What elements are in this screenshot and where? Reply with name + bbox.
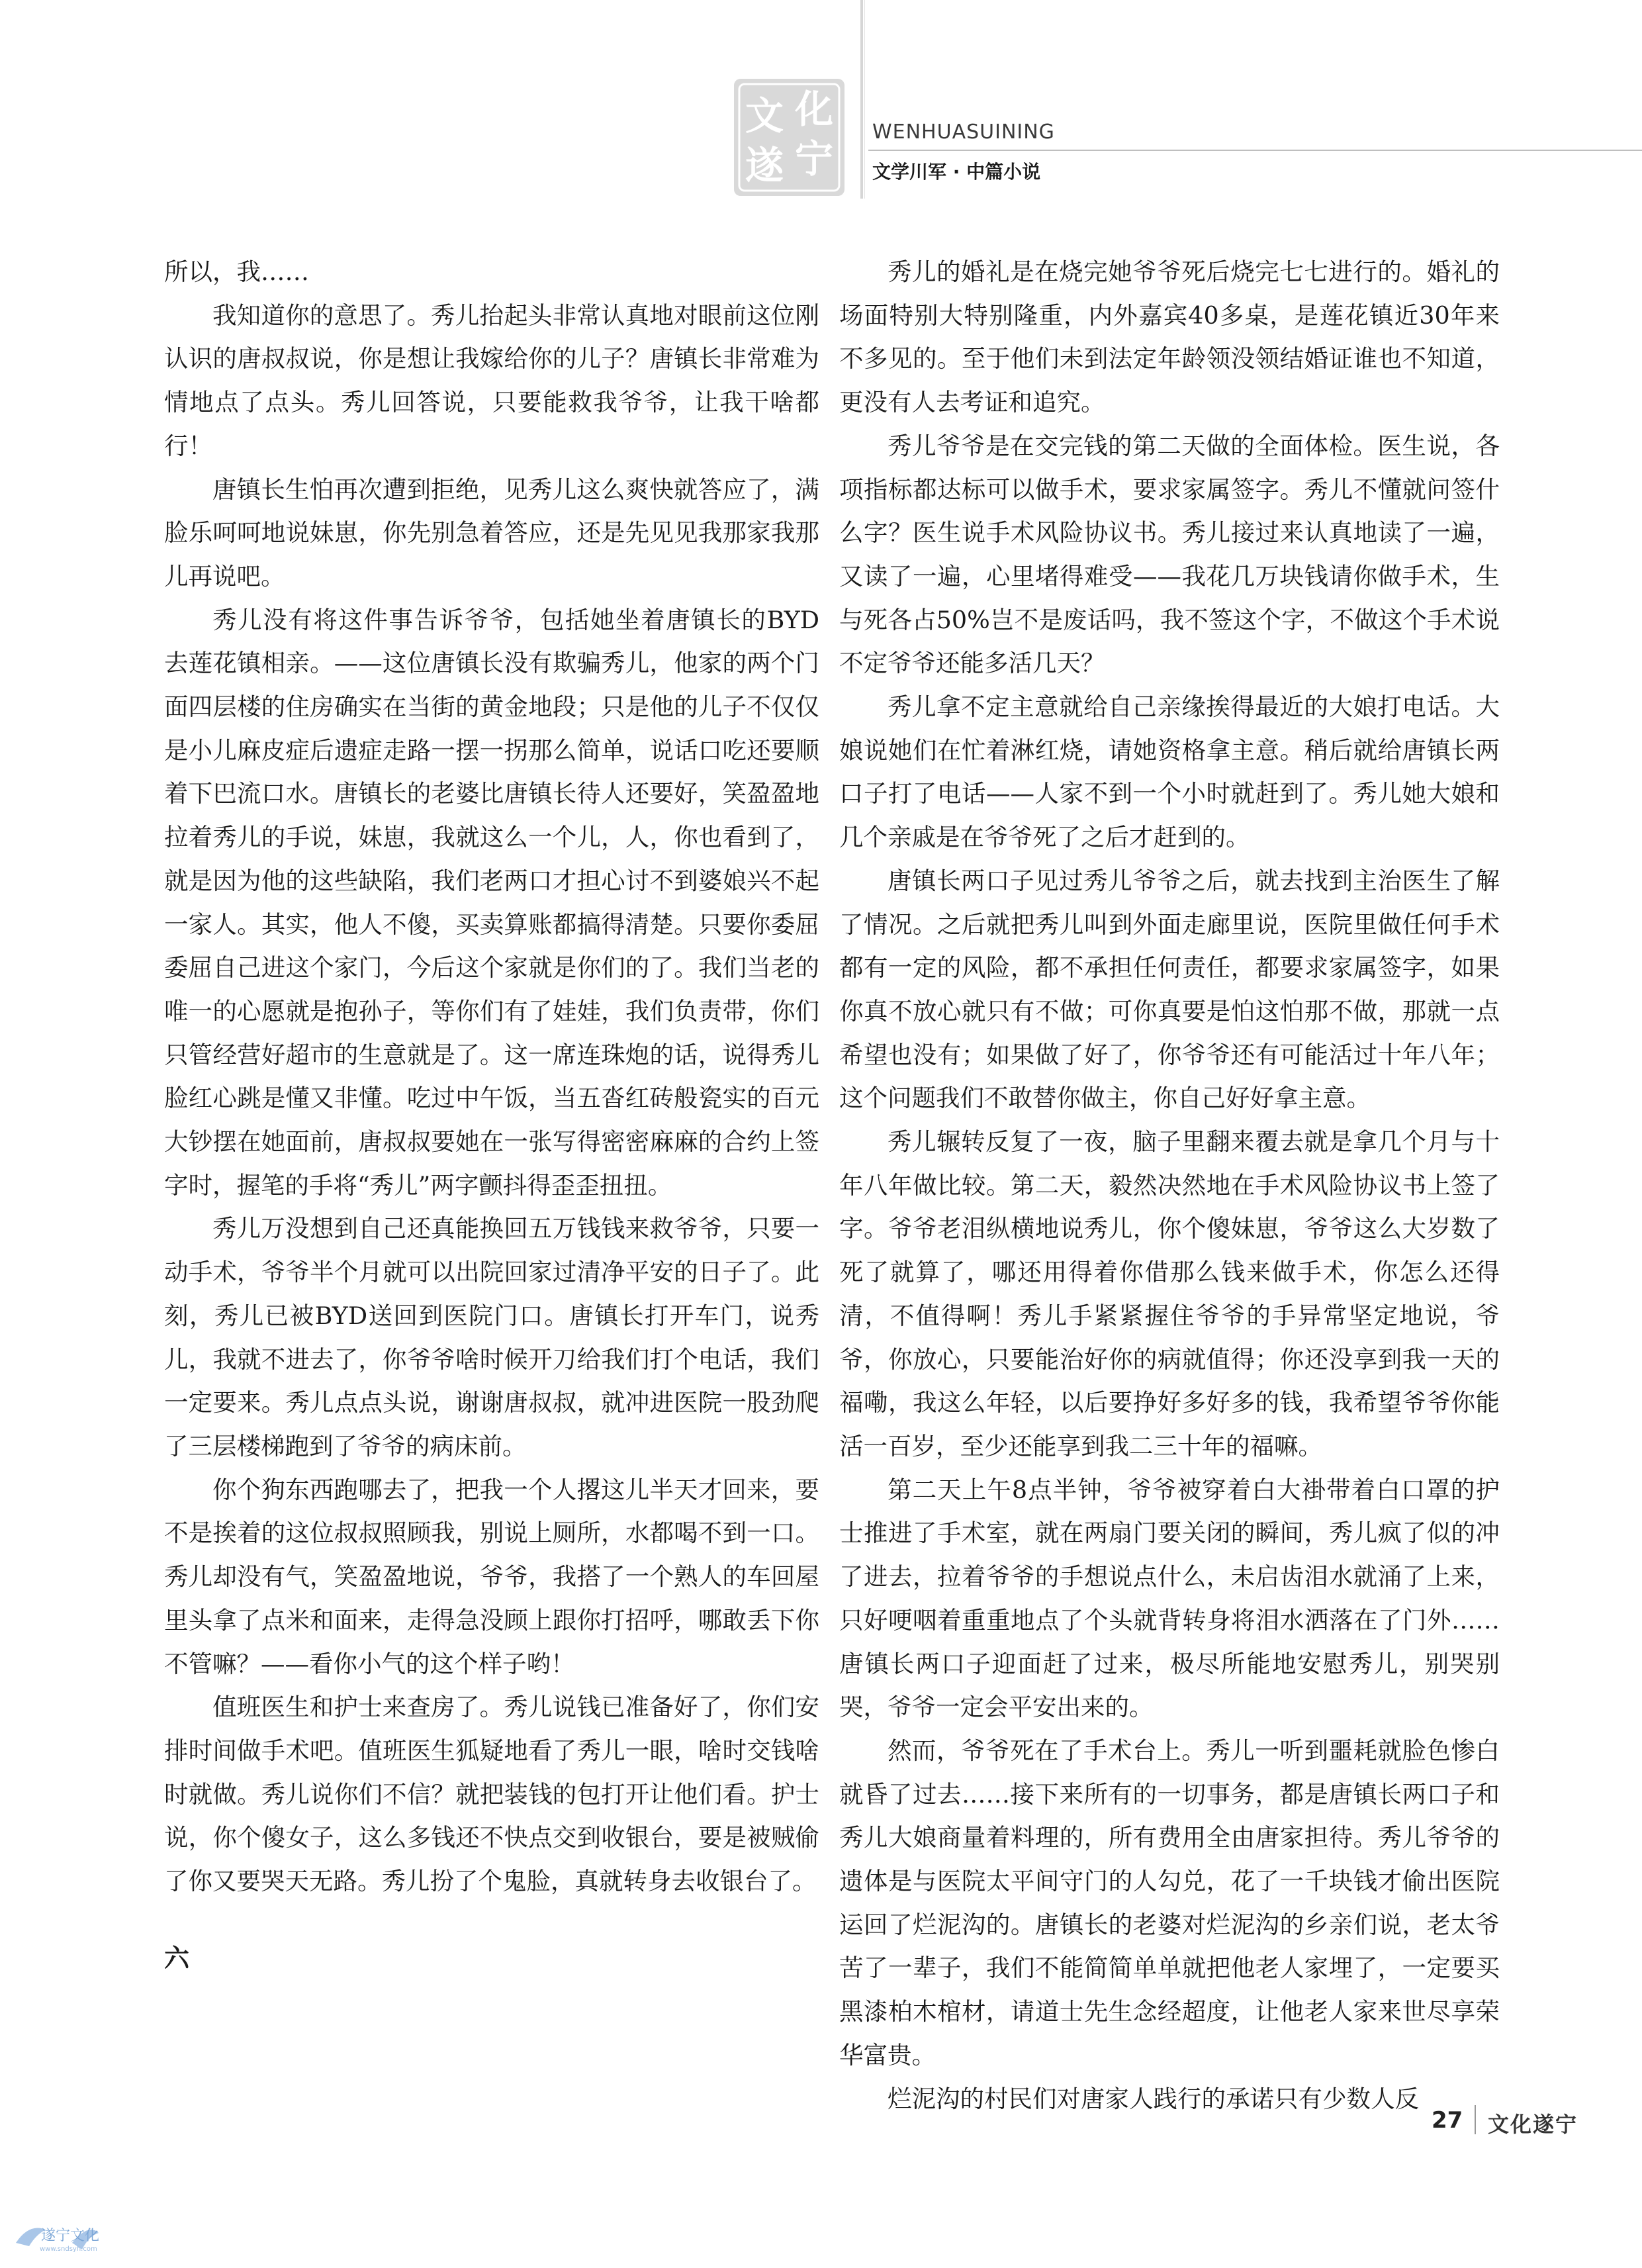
brand-english-name: WENHUASUINING — [872, 120, 1055, 144]
svg-text:宁: 宁 — [794, 136, 834, 181]
watermark-text: 遂宁文化 — [41, 2228, 100, 2244]
svg-text:文: 文 — [745, 93, 784, 138]
header-vertical-rule — [860, 0, 863, 199]
paragraph: 秀儿的婚礼是在烧完她爷爷死后烧完七七进行的。婚礼的场面特别大特别隆重，内外嘉宾40多桌，是莲花镇近30年来不多见的。至于他们未到法定年龄领没领结婚证谁也不知道，更没有人去考证和追究。 — [839, 258, 1500, 417]
svg-text:遂: 遂 — [745, 143, 784, 188]
right-text-column — [839, 250, 1500, 2120]
paragraph: 第二天上午8点半钟，爷爷被穿着白大褂带着白口罩的护士推进了手术室，就在两扇门要关闭的瞬间，秀儿疯了似的冲了进去，拉着爷爷的手想说点什么，未启齿泪水就涌了上来，只好哽咽着重重地点了个头就背转身将泪水洒落在了门外……唐镇长两口子迎面赶了过来，极尽所能地安慰秀儿，别哭别哭，爷爷一定会平安出来的。 — [839, 1475, 1500, 1722]
paragraph: 唐镇长生怕再次遭到拒绝，见秀儿这么爽快就答应了，满脸乐呵呵地说妹崽，你先别急着答应，还是先见见我那家我那儿再说吧。 — [164, 475, 819, 591]
left-text-column — [164, 250, 819, 1979]
paragraph: 秀儿爷爷是在交完钱的第二天做的全面体检。医生说，各项指标都达标可以做手术，要求家属签字。秀儿不懂就问签什么字？医生说手术风险协议书。秀儿接过来认真地读了一遍，又读了一遍，心里堵得难受——我花几万块钱请你做手术，生与死各占50%岂不是废话吗，我不签这个字，不做这个手术说不定爷爷还能多活几天？ — [839, 431, 1500, 678]
chapter-heading: 六 — [164, 1942, 190, 1973]
paragraph: 你个狗东西跑哪去了，把我一个人撂这儿半天才回来，要不是挨着的这位叔叔照顾我，别说上厕所，水都喝不到一口。秀儿却没有气，笑盈盈地说，爷爷，我搭了一个熟人的车回屋里头拿了点米和面来，走得急没顾上跟你打招呼，哪敢丢下你不管嘛？——看你小气的这个样子哟！ — [164, 1475, 819, 1678]
header-horizontal-rule — [868, 150, 1642, 151]
paragraph: 烂泥沟的村民们对唐家人践行的承诺只有少数人反 — [888, 2084, 1419, 2113]
paragraph: 然而，爷爷死在了手术台上。秀儿一听到噩耗就脸色惨白就昏了过去……接下来所有的一切事务，都是唐镇长两口子和秀儿大娘商量着料理的，所有费用全由唐家担待。秀儿爷爷的遗体是与医院太平间守门的人勾兑，花了一千块钱才偷出医院运回了烂泥沟的。唐镇长的老婆对烂泥沟的乡亲们说，老太爷苦了一辈子，我们不能简简单单就把他老人家埋了，一定要买黑漆柏木棺材，请道士先生念经超度，让他老人家来世尽享荣华富贵。 — [839, 1736, 1500, 2069]
page-number: 27 — [1432, 2107, 1463, 2134]
wenhua-suining-seal-logo — [731, 76, 847, 199]
watermark-url: www.sndsyh.com — [40, 2245, 97, 2253]
paragraph: 秀儿拿不定主意就给自己亲缘挨得最近的大娘打电话。大娘说她们在忙着淋红烧，请她资格拿主意。稍后就给唐镇长两口子打了电话——人家不到一个小时就赶到了。秀儿她大娘和几个亲戚是在爷爷死了之后才赶到的。 — [839, 692, 1500, 852]
paragraph: 我知道你的意思了。秀儿抬起头非常认真地对眼前这位刚认识的唐叔叔说，你是想让我嫁给你的儿子？唐镇长非常难为情地点了点头。秀儿回答说，只要能救我爷爷，让我干啥都行！ — [164, 301, 819, 460]
paragraph: 秀儿辗转反复了一夜，脑子里翻来覆去就是拿几个月与十年八年做比较。第二天，毅然决然地在手术风险协议书上签了字。爷爷老泪纵横地说秀儿，你个傻妹崽，爷爷这么大岁数了死了就算了，哪还用得着你借那么钱来做手术，你怎么还得清，不值得啊！秀儿手紧紧握住爷爷的手异常坚定地说，爷爷，你放心，只要能治好你的病就值得；你还没享到我一天的福嘞，我这么年轻，以后要挣好多好多的钱，我希望爷爷你能活一百岁，至少还能享到我二三十年的福嘛。 — [839, 1127, 1500, 1460]
footer-divider — [1475, 2105, 1476, 2134]
svg-text:化: 化 — [794, 87, 834, 132]
paragraph: 唐镇长两口子见过秀儿爷爷之后，就去找到主治医生了解了情况。之后就把秀儿叫到外面走廊里说，医院里做任何手术都有一定的风险，都不承担任何责任，都要求家属签字，如果你真不放心就只有不做；可你真要是怕这怕那不做，那就一点希望也没有；如果做了好了，你爷爷还有可能活过十年八年；这个问题我们不敢替你做主，你自己好好拿主意。 — [839, 866, 1500, 1113]
header-vertical-rule-thin — [864, 0, 865, 199]
paragraph: 值班医生和护士来查房了。秀儿说钱已准备好了，你们安排时间做手术吧。值班医生狐疑地看了秀儿一眼，啥时交钱啥时就做。秀儿说你们不信？就把装钱的包打开让他们看。护士说，你个傻女子，这么多钱还不快点交到收银台，要是被贼偷了你又要哭天无路。秀儿扮了个鬼脸，真就转身去收银台了。 — [164, 1693, 819, 1896]
paragraph: 秀儿万没想到自己还真能换回五万钱钱来救爷爷，只要一动手术，爷爷半个月就可以出院回家过清净平安的日子了。此刻，秀儿已被BYD送回到医院门口。唐镇长打开车门，说秀儿，我就不进去了，你爷爷啥时候开刀给我们打个电话，我们一定要来。秀儿点点头说，谢谢唐叔叔，就冲进医院一股劲爬了三层楼梯跑到了爷爷的病床前。 — [164, 1214, 819, 1460]
footer-brand: 文化遂宁 — [1488, 2112, 1578, 2137]
paragraph: 秀儿没有将这件事告诉爷爷，包括她坐着唐镇长的BYD去莲花镇相亲。——这位唐镇长没有欺骗秀儿，他家的两个门面四层楼的住房确实在当街的黄金地段；只是他的儿子不仅仅是小儿麻皮症后遗症走路一摆一拐那么简单，说话口吃还要顺着下巴流口水。唐镇长的老婆比唐镇长待人还要好，笑盈盈地拉着秀儿的手说，妹崽，我就这么一个儿，人，你也看到了，就是因为他的这些缺陷，我们老两口才担心讨不到婆娘兴不起一家人。其实，他人不傻，买卖算账都搞得清楚。只要你委屈委屈自己进这个家门，今后这个家就是你们的了。我们当老的唯一的心愿就是抱孙子，等你们有了娃娃，我们负责带，你们只管经营好超市的生意就是了。这一席连珠炮的话，说得秀儿脸红心跳是懂又非懂。吃过中午饭，当五沓红砖般瓷实的百元大钞摆在她面前，唐叔叔要她在一张写得密密麻麻的合约上签字时，握笔的手将“秀儿”两字颤抖得歪歪扭扭。 — [164, 605, 819, 1200]
paragraph: 所以，我…… — [164, 258, 309, 286]
section-label: 文学川军 · 中篇小说 — [872, 161, 1041, 183]
